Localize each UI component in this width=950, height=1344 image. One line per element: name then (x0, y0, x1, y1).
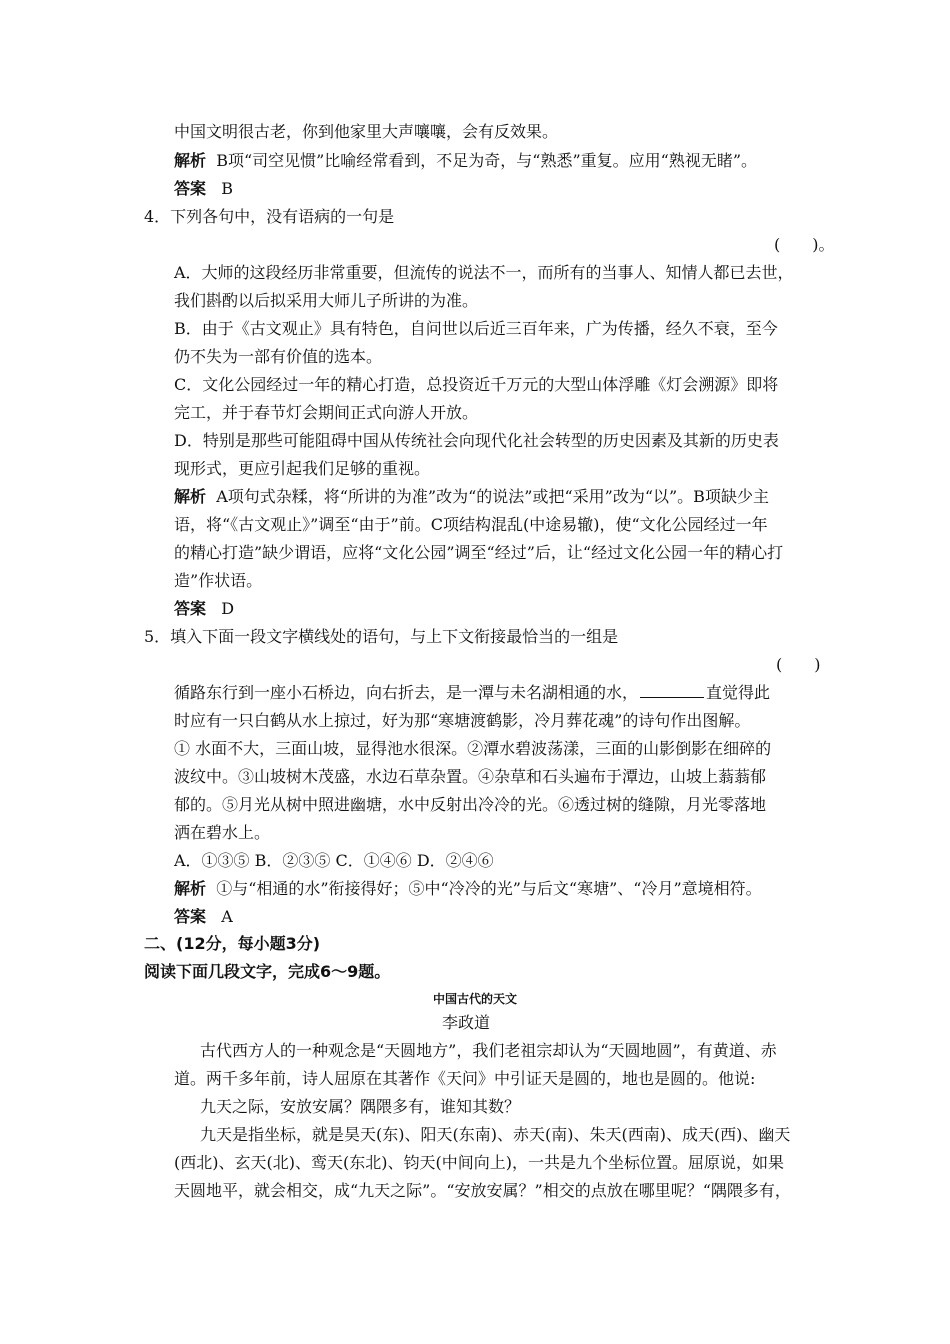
q4-option-c-line2: 完工，并于春节灯会期间正式向游人开放。 (174, 403, 479, 422)
q4-analysis-line1 (174, 486, 769, 508)
q5-answer (174, 906, 233, 928)
article-para1-line1: 古代西方人的一种观念是“天圆地方”，我们老祖宗却认为“天圆地圆”，有黄道、赤 (200, 1041, 777, 1060)
section-2-heading: 二、(12分，每小题3分) (144, 934, 321, 953)
article-author: 李政道 (442, 1013, 491, 1032)
q5-answer-paren: ( ) (776, 655, 821, 674)
q5-passage-line2: 时应有一只白鹤从水上掠过，好为那“寒塘渡鹤影，冷月葬花魂”的诗句作出图解。 (174, 711, 751, 730)
answer-value: B (221, 179, 234, 198)
answer-label: 答案 (174, 179, 207, 198)
answer-label: 答案 (174, 599, 207, 618)
answer-label: 答案 (174, 907, 207, 926)
q4-analysis-line4: 造”作状语。 (174, 571, 263, 590)
passage-text: 直觉得此 (706, 683, 771, 702)
q4-answer-paren: ( )。 (774, 235, 835, 254)
article-quote: 九天之际，安放安属？隅隈多有，谁知其数？ (200, 1097, 521, 1116)
q5-stem: 5．填入下面一段文字横线处的语句，与上下文衔接最恰当的一组是 (144, 627, 619, 646)
q5-options-line2: 波纹中。③山坡树木茂盛，水边石草杂置。④杂草和石头遍布于潭边，山坡上蓊蓊郁 (174, 767, 767, 786)
analysis-text: A项句式杂糅，将“所讲的为准”改为“的说法”或把“采用”改为“以”。B项缺少主 (216, 487, 769, 506)
q3-text-tail: 中国文明很古老，你到他家里大声嚷嚷，会有反效果。 (174, 122, 559, 141)
analysis-label: 解析 (174, 151, 207, 170)
fill-blank-line (640, 683, 704, 698)
q4-stem: 4．下列各句中，没有语病的一句是 (144, 207, 395, 226)
q5-options-line3: 郁的。⑤月光从树中照进幽塘，水中反射出冷冷的光。⑥透过树的缝隙，月光零落地 (174, 795, 767, 814)
q5-choices: A．①③⑤ B．②③⑤ C．①④⑥ D．②④⑥ (174, 851, 494, 870)
q4-option-c-line1: C．文化公园经过一年的精心打造，总投资近千万元的大型山体浮雕《灯会溯源》即将 (174, 375, 779, 394)
answer-value: D (221, 599, 235, 618)
article-para1-line2: 道。两千多年前，诗人屈原在其著作《天问》中引证天是圆的，地也是圆的。他说: (174, 1069, 756, 1088)
q4-option-b-line2: 仍不失为一部有价值的选本。 (174, 347, 383, 366)
q4-option-d-line1: D．特别是那些可能阻碍中国从传统社会向现代化社会转型的历史因素及其新的历史表 (174, 431, 779, 450)
q3-analysis (174, 150, 757, 172)
analysis-label: 解析 (174, 487, 207, 506)
q4-analysis-line3: 的精心打造”缺少谓语，应将“文化公园”调至“经过”后，让“经过文化公园一年的精心打 (174, 543, 784, 562)
q5-analysis (174, 878, 762, 900)
q5-options-line4: 洒在碧水上。 (174, 823, 271, 842)
article-title: 中国古代的天文 (433, 992, 518, 1006)
analysis-text: B项“司空见惯”比喻经常看到，不足为奇，与“熟悉”重复。应用“熟视无睹”。 (216, 151, 758, 170)
q4-answer (174, 598, 234, 620)
q4-analysis-line2: 语，将“《古文观止》”调至“由于”前。C项结构混乱(中途易辙)，使“文化公园经过一年 (174, 515, 768, 534)
q3-answer (174, 178, 233, 200)
q4-option-d-line2: 现形式，更应引起我们足够的重视。 (174, 459, 431, 478)
section-2-instruction: 阅读下面几段文字，完成6～9题。 (144, 962, 391, 981)
q5-passage-line1 (174, 682, 770, 704)
q4-option-b-line1: B．由于《古文观止》具有特色，自问世以后近三百年来，广为传播，经久不衰，至今 (174, 319, 778, 338)
answer-value: A (221, 907, 233, 926)
analysis-label: 解析 (174, 879, 207, 898)
q4-option-a-line2: 我们斟酌以后拟采用大师儿子所讲的为准。 (174, 291, 479, 310)
q4-option-a-line1: A．大师的这段经历非常重要，但流传的说法不一，而所有的当事人、知情人都已去世， (174, 263, 794, 282)
passage-text: 循路东行到一座小石桥边，向右折去，是一潭与未名湖相通的水， (174, 683, 639, 702)
article-para2-line1: 九天是指坐标，就是昊天(东)、阳天(东南)、赤天(南)、朱天(西南)、成天(西)、幽天 (200, 1125, 791, 1144)
article-para2-line2: (西北)、玄天(北)、鸾天(东北)、钧天(中间向上)，一共是九个坐标位置。屈原说，如果 (174, 1153, 784, 1172)
article-para2-line3: 天圆地平，就会相交，成“九天之际”。“安放安属？”相交的点放在哪里呢？“隅隈多有， (174, 1181, 791, 1200)
q5-options-line1: ① 水面不大，三面山坡，显得池水很深。②潭水碧波荡漾，三面的山影倒影在细碎的 (174, 739, 772, 758)
analysis-text: ①与“相通的水”衔接得好；⑤中“冷冷的光”与后文“寒塘”、“冷月”意境相符。 (216, 879, 762, 898)
